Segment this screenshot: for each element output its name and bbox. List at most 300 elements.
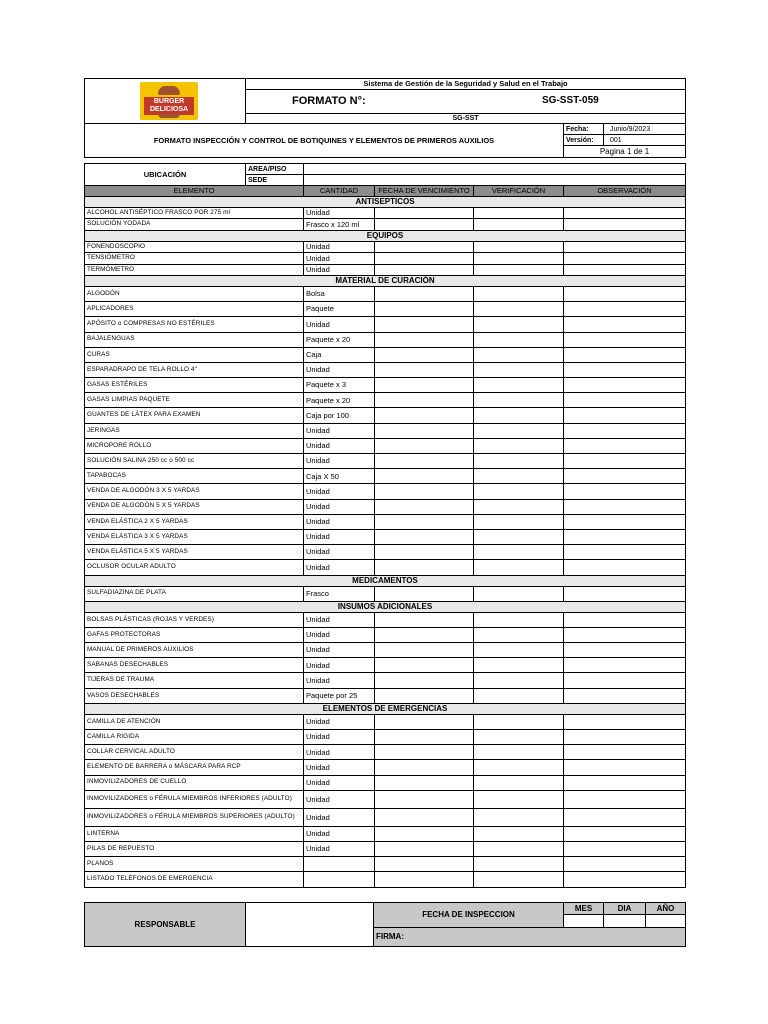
expiry-date-cell[interactable]	[375, 219, 474, 230]
firma-label[interactable]: FIRMA:	[374, 928, 686, 947]
expiry-date-cell[interactable]	[375, 347, 474, 362]
item-quantity: Unidad	[304, 673, 375, 688]
expiry-date-cell[interactable]	[375, 469, 474, 484]
expiry-date-cell[interactable]	[375, 264, 474, 275]
item-quantity: Unidad	[304, 658, 375, 673]
verification-cell[interactable]	[474, 393, 564, 408]
observation-cell[interactable]	[564, 688, 686, 703]
item-quantity: Paquete x 20	[304, 393, 375, 408]
logo-text: BURGER DELICIOSA	[144, 97, 194, 115]
mes-input[interactable]	[564, 915, 604, 928]
observation-cell[interactable]	[564, 362, 686, 377]
verification-cell[interactable]	[474, 253, 564, 264]
section-header-row	[85, 197, 686, 208]
observation-cell[interactable]	[564, 302, 686, 317]
expiry-date-cell[interactable]	[375, 423, 474, 438]
item-name: INMOVILIZADORES o FÉRULA MIEMBROS SUPERIORES (ADULTO)	[85, 808, 304, 826]
expiry-date-cell[interactable]	[375, 730, 474, 745]
item-name: VENDA ELÁSTICA 3 X 5 YARDAS	[85, 529, 304, 544]
verification-cell[interactable]	[474, 408, 564, 423]
item-name: MICROPORE ROLLO	[85, 438, 304, 453]
verification-cell[interactable]	[474, 688, 564, 703]
observation-cell[interactable]	[564, 714, 686, 729]
item-name: VASOS DESECHABLES	[85, 688, 304, 703]
expiry-date-cell[interactable]	[375, 317, 474, 332]
observation-cell[interactable]	[564, 529, 686, 544]
observation-cell[interactable]	[564, 841, 686, 856]
expiry-date-cell[interactable]	[375, 560, 474, 575]
fecha-label: Fecha:	[564, 124, 604, 135]
item-quantity: Unidad	[304, 826, 375, 841]
table-row	[85, 253, 686, 264]
item-name: FONENDOSCOPIO	[85, 241, 304, 252]
table-row	[85, 219, 686, 230]
anio-input[interactable]	[646, 915, 686, 928]
table-row	[85, 775, 686, 790]
dia-label: DIA	[604, 903, 646, 915]
system-title: Sistema de Gestión de la Seguridad y Salud en el Trabajo	[246, 79, 686, 90]
table-row	[85, 545, 686, 560]
observation-cell[interactable]	[564, 560, 686, 575]
item-quantity: Unidad	[304, 745, 375, 760]
verification-cell[interactable]	[474, 730, 564, 745]
section-header-row	[85, 575, 686, 586]
observation-cell[interactable]	[564, 454, 686, 469]
item-quantity: Unidad	[304, 423, 375, 438]
footer-table	[84, 902, 686, 947]
item-name: LINTERNA	[85, 826, 304, 841]
table-row	[85, 790, 686, 808]
observation-cell[interactable]	[564, 872, 686, 887]
table-row	[85, 586, 686, 601]
observation-cell[interactable]	[564, 730, 686, 745]
item-quantity: Unidad	[304, 808, 375, 826]
expiry-date-cell[interactable]	[375, 484, 474, 499]
verification-cell[interactable]	[474, 241, 564, 252]
item-name: CURAS	[85, 347, 304, 362]
observation-cell[interactable]	[564, 438, 686, 453]
item-quantity: Paquete por 25	[304, 688, 375, 703]
item-name: CAMILLA RIGIDA	[85, 730, 304, 745]
table-row	[85, 514, 686, 529]
item-quantity: Paquete	[304, 302, 375, 317]
expiry-date-cell[interactable]	[375, 241, 474, 252]
table-row	[85, 264, 686, 275]
item-name: TIJERAS DE TRAUMA	[85, 673, 304, 688]
verification-cell[interactable]	[474, 332, 564, 347]
item-quantity: Unidad	[304, 714, 375, 729]
expiry-date-cell[interactable]	[375, 808, 474, 826]
section-title: MATERIAL DE CURACIÓN	[85, 275, 686, 286]
fecha-inspeccion-label: FECHA DE INSPECCION	[374, 903, 564, 928]
item-name: PLANOS	[85, 857, 304, 872]
item-quantity	[304, 872, 375, 887]
verification-cell[interactable]	[474, 643, 564, 658]
item-quantity: Unidad	[304, 545, 375, 560]
observation-cell[interactable]	[564, 586, 686, 601]
item-quantity: Unidad	[304, 775, 375, 790]
item-quantity: Frasco	[304, 586, 375, 601]
verification-cell[interactable]	[474, 872, 564, 887]
observation-cell[interactable]	[564, 378, 686, 393]
verification-cell[interactable]	[474, 808, 564, 826]
item-name: TAPABOCAS	[85, 469, 304, 484]
expiry-date-cell[interactable]	[375, 253, 474, 264]
verification-cell[interactable]	[474, 469, 564, 484]
expiry-date-cell[interactable]	[375, 826, 474, 841]
expiry-date-cell[interactable]	[375, 529, 474, 544]
observation-cell[interactable]	[564, 286, 686, 301]
expiry-date-cell[interactable]	[375, 688, 474, 703]
item-quantity: Caja por 100	[304, 408, 375, 423]
section-title: MEDICAMENTOS	[85, 575, 686, 586]
observation-cell[interactable]	[564, 347, 686, 362]
section-header-row	[85, 703, 686, 714]
item-quantity: Unidad	[304, 514, 375, 529]
mes-label: MES	[564, 903, 604, 915]
item-name: ELEMENTO DE BARRERA o MÁSCARA PARA RCP	[85, 760, 304, 775]
table-row	[85, 826, 686, 841]
section-header-row	[85, 230, 686, 241]
sede-label: SEDE	[246, 175, 304, 186]
table-row	[85, 347, 686, 362]
table-row	[85, 454, 686, 469]
verification-cell[interactable]	[474, 745, 564, 760]
expiry-date-cell[interactable]	[375, 857, 474, 872]
table-row	[85, 317, 686, 332]
item-name: APÓSITO o COMPRESAS NO ESTÉRILES	[85, 317, 304, 332]
table-row	[85, 302, 686, 317]
verification-cell[interactable]	[474, 514, 564, 529]
item-name: GASAS LIMPIAS PAQUETE	[85, 393, 304, 408]
verification-cell[interactable]	[474, 612, 564, 627]
table-row	[85, 627, 686, 642]
expiry-date-cell[interactable]	[375, 760, 474, 775]
item-quantity: Unidad	[304, 253, 375, 264]
burger-icon	[158, 86, 180, 95]
item-quantity: Unidad	[304, 208, 375, 219]
item-name: TERMÓMETRO	[85, 264, 304, 275]
item-name: BOLSAS PLÁSTICAS (ROJAS Y VERDES)	[85, 612, 304, 627]
item-quantity: Unidad	[304, 317, 375, 332]
observation-cell[interactable]	[564, 775, 686, 790]
formato-row	[246, 90, 686, 114]
item-quantity: Unidad	[304, 484, 375, 499]
formato-label: FORMATO N°:	[292, 95, 366, 107]
verification-cell[interactable]	[474, 499, 564, 514]
verification-cell[interactable]	[474, 790, 564, 808]
expiry-date-cell[interactable]	[375, 514, 474, 529]
expiry-date-cell[interactable]	[375, 499, 474, 514]
expiry-date-cell[interactable]	[375, 362, 474, 377]
table-row	[85, 643, 686, 658]
verification-cell[interactable]	[474, 317, 564, 332]
verification-cell[interactable]	[474, 484, 564, 499]
expiry-date-cell[interactable]	[375, 332, 474, 347]
responsable-label: RESPONSABLE	[85, 903, 246, 947]
expiry-date-cell[interactable]	[375, 378, 474, 393]
verification-cell[interactable]	[474, 627, 564, 642]
item-name: MANUAL DE PRIMEROS AUXILIOS	[85, 643, 304, 658]
verification-cell[interactable]	[474, 454, 564, 469]
observation-cell[interactable]	[564, 469, 686, 484]
table-row	[85, 241, 686, 252]
item-name: SOLUCIÓN YODADA	[85, 219, 304, 230]
verification-cell[interactable]	[474, 286, 564, 301]
expiry-date-cell[interactable]	[375, 775, 474, 790]
section-title: ANTISEPTICOS	[85, 197, 686, 208]
observation-cell[interactable]	[564, 317, 686, 332]
header-table	[84, 78, 686, 158]
expiry-date-cell[interactable]	[375, 714, 474, 729]
observation-cell[interactable]	[564, 545, 686, 560]
observation-cell[interactable]	[564, 760, 686, 775]
item-quantity	[304, 857, 375, 872]
table-row	[85, 673, 686, 688]
item-quantity: Unidad	[304, 841, 375, 856]
item-quantity: Caja X 50	[304, 469, 375, 484]
table-row	[85, 745, 686, 760]
observation-cell[interactable]	[564, 658, 686, 673]
item-name: INMOVILIZADORES DE CUELLO	[85, 775, 304, 790]
section-title: EQUIPOS	[85, 230, 686, 241]
col-verificacion: VERIFICACIÓN	[474, 186, 564, 197]
verification-cell[interactable]	[474, 545, 564, 560]
table-row	[85, 408, 686, 423]
item-quantity: Unidad	[304, 560, 375, 575]
item-quantity: Unidad	[304, 627, 375, 642]
observation-cell[interactable]	[564, 499, 686, 514]
table-row	[85, 469, 686, 484]
logo-cell	[85, 79, 246, 124]
observation-cell[interactable]	[564, 423, 686, 438]
table-row	[85, 730, 686, 745]
observation-cell[interactable]	[564, 241, 686, 252]
ubicacion-label: UBICACIÓN	[85, 164, 246, 186]
verification-cell[interactable]	[474, 560, 564, 575]
verification-cell[interactable]	[474, 219, 564, 230]
item-name: VENDA DE ALGODÓN 3 X 5 YARDAS	[85, 484, 304, 499]
table-row	[85, 658, 686, 673]
table-row	[85, 286, 686, 301]
expiry-date-cell[interactable]	[375, 454, 474, 469]
table-row	[85, 872, 686, 887]
col-observacion: OBSERVACIÓN	[564, 186, 686, 197]
item-name: JERINGAS	[85, 423, 304, 438]
verification-cell[interactable]	[474, 658, 564, 673]
verification-cell[interactable]	[474, 841, 564, 856]
table-row	[85, 499, 686, 514]
observation-cell[interactable]	[564, 514, 686, 529]
sg-sst-label: SG-SST	[246, 114, 686, 124]
table-row	[85, 332, 686, 347]
item-quantity: Unidad	[304, 760, 375, 775]
column-header-row	[85, 186, 686, 197]
expiry-date-cell[interactable]	[375, 841, 474, 856]
verification-cell[interactable]	[474, 775, 564, 790]
expiry-date-cell[interactable]	[375, 643, 474, 658]
pagina-label: Pagina 1 de 1	[564, 146, 686, 158]
table-row	[85, 688, 686, 703]
observation-cell[interactable]	[564, 253, 686, 264]
table-row	[85, 841, 686, 856]
fecha-value: Junio/9/2023	[604, 124, 686, 135]
observation-cell[interactable]	[564, 826, 686, 841]
section-header-row	[85, 601, 686, 612]
item-name: INMOVILIZADORES o FÉRULA MIEMBROS INFERIORES (ADULTO)	[85, 790, 304, 808]
verification-cell[interactable]	[474, 264, 564, 275]
document-title: FORMATO INSPECCIÓN Y CONTROL DE BOTIQUINES Y ELEMENTOS DE PRIMEROS AUXILIOS	[85, 124, 564, 158]
item-name: BAJALENGUAS	[85, 332, 304, 347]
area-label: AREA/PISO	[246, 164, 304, 175]
expiry-date-cell[interactable]	[375, 872, 474, 887]
verification-cell[interactable]	[474, 586, 564, 601]
section-title: ELEMENTOS DE EMERGENCIAS	[85, 703, 686, 714]
table-row	[85, 378, 686, 393]
burger-bottom-icon	[158, 114, 180, 118]
observation-cell[interactable]	[564, 643, 686, 658]
anio-label: AÑO	[646, 903, 686, 915]
table-row	[85, 208, 686, 219]
observation-cell[interactable]	[564, 673, 686, 688]
item-quantity: Bolsa	[304, 286, 375, 301]
verification-cell[interactable]	[474, 302, 564, 317]
item-name: SOLUCIÓN SALINA 250 cc o 500 cc	[85, 454, 304, 469]
item-quantity: Paquete x 20	[304, 332, 375, 347]
item-name: COLLAR CERVICAL ADULTO	[85, 745, 304, 760]
expiry-date-cell[interactable]	[375, 393, 474, 408]
verification-cell[interactable]	[474, 760, 564, 775]
section-title: INSUMOS ADICIONALES	[85, 601, 686, 612]
verification-cell[interactable]	[474, 857, 564, 872]
item-quantity: Unidad	[304, 643, 375, 658]
expiry-date-cell[interactable]	[375, 745, 474, 760]
item-name: VENDA ELÁSTICA 5 X 5 YARDAS	[85, 545, 304, 560]
item-name: VENDA DE ALGODÓN 5 X 5 YARDAS	[85, 499, 304, 514]
expiry-date-cell[interactable]	[375, 208, 474, 219]
observation-cell[interactable]	[564, 627, 686, 642]
observation-cell[interactable]	[564, 484, 686, 499]
observation-cell[interactable]	[564, 219, 686, 230]
item-name: PILAS DE REPUESTO	[85, 841, 304, 856]
expiry-date-cell[interactable]	[375, 302, 474, 317]
item-name: SABANAS DESECHABLES	[85, 658, 304, 673]
table-row	[85, 484, 686, 499]
verification-cell[interactable]	[474, 714, 564, 729]
item-quantity: Unidad	[304, 730, 375, 745]
item-quantity: Unidad	[304, 241, 375, 252]
observation-cell[interactable]	[564, 790, 686, 808]
table-row	[85, 438, 686, 453]
expiry-date-cell[interactable]	[375, 658, 474, 673]
observation-cell[interactable]	[564, 857, 686, 872]
verification-cell[interactable]	[474, 529, 564, 544]
item-quantity: Unidad	[304, 438, 375, 453]
sede-input[interactable]	[304, 175, 686, 186]
verification-cell[interactable]	[474, 378, 564, 393]
expiry-date-cell[interactable]	[375, 673, 474, 688]
observation-cell[interactable]	[564, 264, 686, 275]
col-elemento: ELEMENTO	[85, 186, 304, 197]
item-name: SULFADIAZINA DE PLATA	[85, 586, 304, 601]
verification-cell[interactable]	[474, 347, 564, 362]
item-name: ALGODÓN	[85, 286, 304, 301]
item-quantity: Unidad	[304, 529, 375, 544]
item-quantity: Caja	[304, 347, 375, 362]
col-vencimiento: FECHA DE VENCIMIENTO	[375, 186, 474, 197]
item-quantity: Unidad	[304, 790, 375, 808]
item-name: GASAS ESTÉRILES	[85, 378, 304, 393]
verification-cell[interactable]	[474, 362, 564, 377]
verification-cell[interactable]	[474, 673, 564, 688]
item-name: GUANTES DE LÁTEX PARA EXAMEN	[85, 408, 304, 423]
verification-cell[interactable]	[474, 826, 564, 841]
observation-cell[interactable]	[564, 332, 686, 347]
table-row	[85, 808, 686, 826]
table-row	[85, 857, 686, 872]
company-logo	[140, 82, 198, 120]
table-row	[85, 760, 686, 775]
table-row	[85, 529, 686, 544]
expiry-date-cell[interactable]	[375, 408, 474, 423]
expiry-date-cell[interactable]	[375, 790, 474, 808]
item-quantity: Frasco x 120 ml	[304, 219, 375, 230]
col-cantidad: CANTIDAD	[304, 186, 375, 197]
item-name: ALCOHOL ANTISÉPTICO FRASCO POR 275 ml	[85, 208, 304, 219]
table-row	[85, 393, 686, 408]
inspection-body	[85, 164, 686, 888]
version-label: Versión:	[564, 135, 604, 146]
observation-cell[interactable]	[564, 612, 686, 627]
verification-cell[interactable]	[474, 438, 564, 453]
observation-cell[interactable]	[564, 745, 686, 760]
table-row	[85, 423, 686, 438]
observation-cell[interactable]	[564, 408, 686, 423]
verification-cell[interactable]	[474, 208, 564, 219]
item-name: CAMILLA DE ATENCIÓN	[85, 714, 304, 729]
expiry-date-cell[interactable]	[375, 586, 474, 601]
dia-input[interactable]	[604, 915, 646, 928]
expiry-date-cell[interactable]	[375, 438, 474, 453]
observation-cell[interactable]	[564, 393, 686, 408]
table-row	[85, 714, 686, 729]
item-quantity: Unidad	[304, 612, 375, 627]
expiry-date-cell[interactable]	[375, 545, 474, 560]
item-quantity: Unidad	[304, 362, 375, 377]
formato-code: SG-SST-059	[542, 95, 599, 106]
item-name: ESPARADRAPO DE TELA ROLLO 4"	[85, 362, 304, 377]
item-quantity: Paquete x 3	[304, 378, 375, 393]
expiry-date-cell[interactable]	[375, 286, 474, 301]
item-quantity: Unidad	[304, 499, 375, 514]
item-quantity: Unidad	[304, 264, 375, 275]
item-name: TENSIÓMETRO	[85, 253, 304, 264]
responsable-input[interactable]	[246, 903, 374, 947]
observation-cell[interactable]	[564, 208, 686, 219]
version-value: 001	[604, 135, 686, 146]
inspection-table	[84, 163, 686, 888]
table-row	[85, 560, 686, 575]
expiry-date-cell[interactable]	[375, 627, 474, 642]
item-name: LISTADO TELÉFONOS DE EMERGENCIA	[85, 872, 304, 887]
verification-cell[interactable]	[474, 423, 564, 438]
area-input[interactable]	[304, 164, 686, 175]
observation-cell[interactable]	[564, 808, 686, 826]
section-header-row	[85, 275, 686, 286]
item-name: OCLUSOR OCULAR ADULTO	[85, 560, 304, 575]
item-name: GAFAS PROTECTORAS	[85, 627, 304, 642]
expiry-date-cell[interactable]	[375, 612, 474, 627]
